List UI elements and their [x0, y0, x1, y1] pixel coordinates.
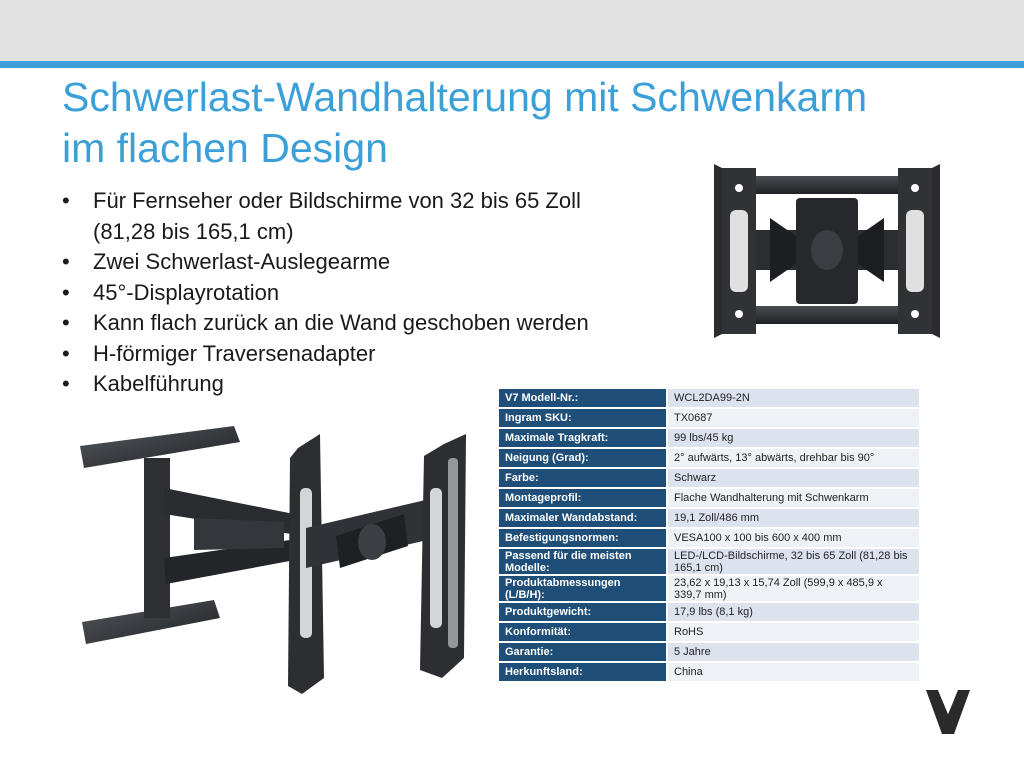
- spec-value: TX0687: [668, 409, 919, 429]
- feature-text: Kabelführung: [93, 371, 224, 396]
- spec-label: Garantie:: [499, 643, 668, 663]
- table-row: [499, 549, 919, 576]
- table-row: [499, 409, 919, 429]
- feature-item: [62, 278, 682, 309]
- table-row: [499, 429, 919, 449]
- spec-label: Ingram SKU:: [499, 409, 668, 429]
- table-row: [499, 643, 919, 663]
- slide-title-line-1: Schwerlast-Wandhalterung mit Schwenkarm: [62, 74, 868, 120]
- feature-text: Für Fernseher oder Bildschirme von 32 bis 65 Zoll: [93, 188, 581, 213]
- feature-item: [62, 308, 682, 339]
- table-row: [499, 603, 919, 623]
- spec-label: Befestigungsnormen:: [499, 529, 668, 549]
- spec-value: Schwarz: [668, 469, 919, 489]
- table-row: [499, 389, 919, 409]
- spec-value: WCL2DA99-2N: [668, 389, 919, 409]
- feature-item: [62, 339, 682, 370]
- spec-label: Neigung (Grad):: [499, 449, 668, 469]
- spec-label: Farbe:: [499, 469, 668, 489]
- spec-label: Passend für die meisten Modelle:: [499, 549, 668, 576]
- spec-value: VESA100 x 100 bis 600 x 400 mm: [668, 529, 919, 549]
- table-row: [499, 576, 919, 603]
- spec-label: Maximaler Wandabstand:: [499, 509, 668, 529]
- feature-list: [62, 186, 682, 400]
- spec-label: V7 Modell-Nr.:: [499, 389, 668, 409]
- spec-label: Konformität:: [499, 623, 668, 643]
- feature-text: H-förmiger Traversenadapter: [93, 340, 376, 366]
- spec-value: 19,1 Zoll/486 mm: [668, 509, 919, 529]
- spec-value: LED-/LCD-Bildschirme, 32 bis 65 Zoll (81,28 bis 165,1 cm): [668, 549, 919, 576]
- spec-value: 23,62 x 19,13 x 15,74 Zoll (599,9 x 485,9 x 339,7 mm): [668, 576, 919, 603]
- spec-value: 99 lbs/45 kg: [668, 429, 919, 449]
- feature-text-continuation: (81,28 bis 165,1 cm): [93, 218, 294, 244]
- table-row: [499, 529, 919, 549]
- table-row: [499, 489, 919, 509]
- spec-value: 17,9 lbs (8,1 kg): [668, 603, 919, 623]
- feature-text: 45°-Displayrotation: [93, 279, 280, 305]
- feature-item: [62, 186, 682, 247]
- feature-item: [62, 247, 682, 278]
- feature-text: Zwei Schwerlast-Auslegearme: [93, 249, 391, 274]
- table-row: [499, 623, 919, 643]
- spec-value: China: [668, 663, 919, 683]
- spec-label: Produktgewicht:: [499, 603, 668, 623]
- v7-logo-icon: [924, 688, 972, 736]
- spec-value: Flache Wandhalterung mit Schwenkarm: [668, 489, 919, 509]
- spec-table: [499, 389, 919, 683]
- spec-label: Montageprofil:: [499, 489, 668, 509]
- spec-value: 2° aufwärts, 13° abwärts, drehbar bis 90°: [668, 449, 919, 469]
- header-accent-rule: [0, 61, 1024, 68]
- spec-label: Produktabmessungen (L/B/H):: [499, 576, 668, 603]
- header-band: [0, 0, 1024, 61]
- product-front-photo: [700, 158, 954, 344]
- table-row: [499, 509, 919, 529]
- spec-value: 5 Jahre: [668, 643, 919, 663]
- feature-text: Kann flach zurück an die Wand geschoben werden: [93, 310, 589, 335]
- table-row: [499, 449, 919, 469]
- product-angled-photo: [74, 418, 474, 718]
- spec-value: RoHS: [668, 623, 919, 643]
- table-row: [499, 469, 919, 489]
- slide-title-line-2: im flachen Design: [62, 125, 388, 171]
- spec-label: Maximale Tragkraft:: [499, 429, 668, 449]
- table-row: [499, 663, 919, 683]
- spec-label: Herkunftsland:: [499, 663, 668, 683]
